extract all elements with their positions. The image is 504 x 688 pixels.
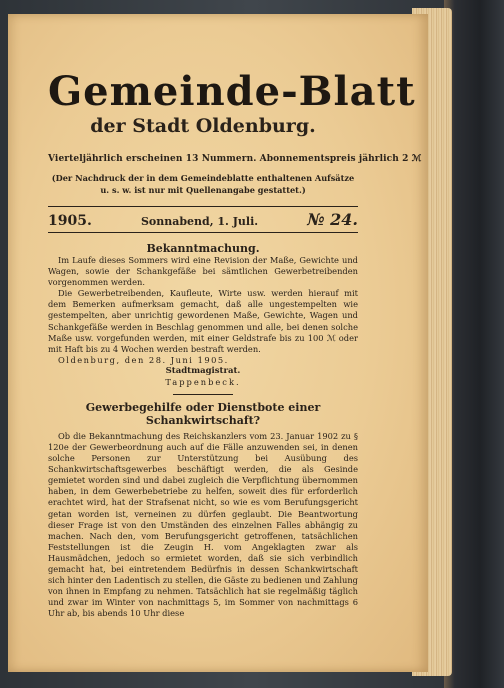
signature-title: Stadtmagistrat. <box>165 365 241 376</box>
article1-paragraph-1: Im Laufe dieses Sommers wird eine Revision der Maße, Gewichte und Wagen, sowie der Schankgefäße bei sämtlichen Gewerbetreibenden vorgenommen werden. <box>48 255 358 288</box>
masthead-subtitle: der Stadt Oldenburg. <box>90 115 316 137</box>
newspaper-page <box>8 14 428 672</box>
book-binding <box>444 0 504 688</box>
reprint-notice: (Der Nachdruck der in dem Gemeindeblatte enthaltenen Aufsätze u. s. w. ist nur mit Quellenangabe gestattet.) <box>51 173 355 195</box>
subscription-info: Vierteljährlich erscheinen 13 Nummern. Abonnementspreis jährlich 2 ℳ <box>48 154 422 164</box>
article1-paragraph-2: Die Gewerbetreibenden, Kaufleute, Wirte usw. werden hierauf mit dem Bemerken aufmerksam gemacht, daß alle ungestempelten wie gestempelten, aber unrichtig gewordenen Maße, Gewichte, Wagen und Schankgefäße werden in Beschlag genommen und alle, bei denen solche Maße usw. vorgefunden werden, mit einer Geldstrafe bis zu 100 ℳ oder mit Haft bis zu 4 Wochen werden bestraft werden. <box>48 288 358 354</box>
article1-dateline: Oldenburg, den 28. Juni 1905. <box>58 354 229 365</box>
article2-title: Gewerbegehilfe oder Dienstbote einer Schankwirtschaft? <box>85 400 321 427</box>
divider <box>173 394 233 395</box>
signature-name: Tappenbeck. <box>165 376 241 387</box>
article2-paragraph: Ob die Bekanntmachung des Reichskanzlers vom 23. Januar 1902 zu § 120e der Gewerbeordnung auch auf die Fälle anzuwenden sei, in denen solche Personen zur Unterstützung bei Ausübung des Schankwirtschaftsgewerbes beschäftigt werden, die als Gesinde gemietet worden sind und dabei zugleich die Verpflichtung übernommen haben, in dem Gewerbebetriebe zu helfen, soweit dies für erforderlich erachtet wird, hat der Strafsenat nicht, so wie es vom Berufungsgericht getan worden ist, verneinen zu dürfen geglaubt. Die Beantwortung dieser Frage ist von den Umständen des einzelnen Falles abhängig zu machen. Nach den, vom Berufungsgericht getroffenen, tatsächlichen Feststellungen ist die Zeugin H. vom Angeklagten zwar als Hausmädchen, jedoch so ermietet worden, daß sie sich verbindlich gemacht hat, bei eintretendem Bedürfnis in dessen Schankwirtschaft sich hinter den Ladentisch zu stellen, die Gäste zu bedienen und Zahlung von ihnen in Empfang zu nehmen. Tatsächlich hat sie regelmäßig täglich und zwar im Winter von nachmittags 5, im Sommer von nachmittags 6 Uhr ab, bis abends 10 Uhr diese <box>48 430 358 619</box>
page-content <box>48 54 422 619</box>
masthead-title: Gemeinde-Blatt <box>48 68 416 115</box>
issue-date: Sonnabend, 1. Juli. <box>140 215 259 228</box>
article1-title: Bekanntmachung. <box>146 242 260 255</box>
issue-year: 1905. <box>48 213 92 229</box>
issue-number: № 24. <box>307 210 358 229</box>
issue-bar <box>48 206 358 233</box>
